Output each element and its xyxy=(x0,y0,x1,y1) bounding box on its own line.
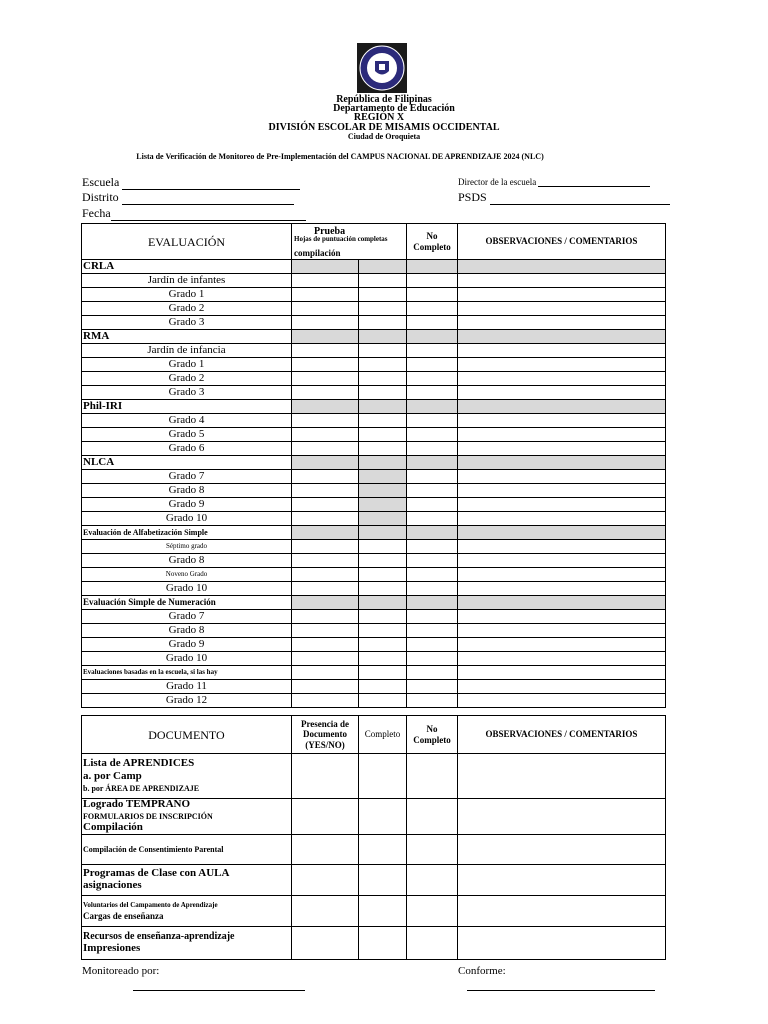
table-cell[interactable] xyxy=(407,834,458,864)
table-row xyxy=(82,624,666,638)
table-row xyxy=(82,680,666,694)
table-row xyxy=(82,344,666,358)
shaded-cell xyxy=(292,596,359,610)
table-cell[interactable] xyxy=(292,610,359,624)
doc-logrado-temprano xyxy=(82,799,292,835)
table-cell[interactable] xyxy=(292,638,359,652)
doc-programas-line2: asignaciones xyxy=(83,879,142,892)
table-cell[interactable] xyxy=(458,498,666,512)
table-cell[interactable] xyxy=(359,344,407,358)
table-cell[interactable] xyxy=(292,428,359,442)
table-row xyxy=(82,442,666,456)
table-cell[interactable] xyxy=(458,358,666,372)
header-country: República de Filipinas xyxy=(336,94,432,105)
table-cell[interactable] xyxy=(458,540,666,554)
shaded-cell xyxy=(407,260,458,274)
table-cell[interactable] xyxy=(407,442,458,456)
table-cell[interactable] xyxy=(407,799,458,835)
col-no-label: No xyxy=(426,723,438,734)
table-cell[interactable] xyxy=(407,414,458,428)
col-presencia-line1: Presencia de xyxy=(300,718,350,729)
table-cell[interactable] xyxy=(458,694,666,708)
table-cell[interactable] xyxy=(458,799,666,835)
assessment-table xyxy=(81,223,666,708)
table-cell[interactable] xyxy=(407,568,458,582)
table-row xyxy=(82,316,666,330)
table-cell[interactable] xyxy=(292,652,359,666)
row-label: Grado 4 xyxy=(82,414,292,428)
table-cell[interactable] xyxy=(292,864,359,895)
doc-logrado-line3: Compilación xyxy=(83,821,143,834)
table-row xyxy=(82,694,666,708)
table-row xyxy=(82,484,666,498)
table-cell[interactable] xyxy=(458,302,666,316)
section-escuela: Evaluaciones basadas en la escuela, si las hay xyxy=(82,666,292,680)
table-cell[interactable] xyxy=(407,610,458,624)
col-no-completo-doc xyxy=(407,716,458,754)
table-cell[interactable] xyxy=(407,484,458,498)
col-observaciones: OBSERVACIONES / COMENTARIOS xyxy=(458,224,666,260)
table-cell[interactable] xyxy=(359,610,407,624)
shaded-cell xyxy=(458,400,666,414)
table-cell[interactable] xyxy=(359,638,407,652)
table-cell[interactable] xyxy=(359,316,407,330)
table-cell[interactable] xyxy=(458,372,666,386)
table-cell[interactable] xyxy=(458,666,666,680)
table-cell[interactable] xyxy=(292,926,359,959)
shaded-cell xyxy=(458,596,666,610)
table-cell[interactable] xyxy=(458,582,666,596)
table-cell[interactable] xyxy=(292,582,359,596)
table-cell[interactable] xyxy=(458,512,666,526)
table-cell[interactable] xyxy=(292,498,359,512)
document-header-row xyxy=(82,716,666,754)
table-cell[interactable] xyxy=(292,470,359,484)
table-cell[interactable] xyxy=(292,624,359,638)
table-row xyxy=(82,386,666,400)
table-cell[interactable] xyxy=(407,895,458,926)
table-cell[interactable] xyxy=(359,582,407,596)
table-cell[interactable] xyxy=(292,316,359,330)
shaded-cell xyxy=(359,512,407,526)
shaded-cell xyxy=(359,484,407,498)
table-cell[interactable] xyxy=(458,344,666,358)
table-cell[interactable] xyxy=(407,624,458,638)
monitoreado-label: Monitoreado por: xyxy=(82,965,160,977)
row-label: Grado 9 xyxy=(82,638,292,652)
table-cell[interactable] xyxy=(407,864,458,895)
col-no-label: No xyxy=(426,230,438,241)
col-presencia-line3: (YES/NO) xyxy=(305,739,345,750)
doc-recursos-line1: Recursos de enseñanza-aprendizaje xyxy=(83,930,235,942)
shaded-cell xyxy=(359,400,407,414)
shaded-cell xyxy=(407,596,458,610)
table-cell[interactable] xyxy=(458,274,666,288)
table-row xyxy=(82,512,666,526)
row-label: Grado 10 xyxy=(82,652,292,666)
assessment-header-row xyxy=(82,224,666,260)
table-row xyxy=(82,799,666,835)
table-cell[interactable] xyxy=(407,754,458,799)
doc-logrado-line2: FORMULARIOS DE INSCRIPCIÓN xyxy=(83,811,213,821)
row-label: Séptimo grado xyxy=(82,540,292,554)
table-row xyxy=(82,288,666,302)
section-row-rma xyxy=(82,330,666,344)
col-prueba xyxy=(292,224,407,260)
table-row xyxy=(82,302,666,316)
shaded-cell xyxy=(292,456,359,470)
shaded-cell xyxy=(458,526,666,540)
table-cell[interactable] xyxy=(359,652,407,666)
table-cell[interactable] xyxy=(458,610,666,624)
table-cell[interactable] xyxy=(458,568,666,582)
document-table xyxy=(81,715,666,960)
table-cell[interactable] xyxy=(292,274,359,288)
table-cell[interactable] xyxy=(292,484,359,498)
shaded-cell xyxy=(407,330,458,344)
col-documento: DOCUMENTO xyxy=(82,716,292,754)
col-compilacion-label: compilación xyxy=(294,248,341,258)
shaded-cell xyxy=(359,526,407,540)
shaded-cell xyxy=(407,400,458,414)
row-label: Grado 7 xyxy=(82,470,292,484)
table-cell[interactable] xyxy=(292,302,359,316)
table-cell[interactable] xyxy=(458,624,666,638)
doc-lista-line2: a. por Camp xyxy=(83,769,142,782)
table-cell[interactable] xyxy=(407,540,458,554)
director-field[interactable] xyxy=(458,175,650,187)
table-row xyxy=(82,540,666,554)
table-cell[interactable] xyxy=(292,386,359,400)
distrito-field[interactable] xyxy=(82,190,294,205)
table-cell[interactable] xyxy=(359,624,407,638)
shaded-cell xyxy=(292,330,359,344)
table-cell[interactable] xyxy=(359,386,407,400)
col-presencia-line2: Documento xyxy=(303,729,347,740)
table-cell[interactable] xyxy=(407,372,458,386)
shaded-cell xyxy=(407,456,458,470)
table-cell[interactable] xyxy=(292,666,359,680)
table-cell[interactable] xyxy=(458,895,666,926)
section-row-phil-iri xyxy=(82,400,666,414)
doc-lista-line1: Lista de APRENDICES xyxy=(83,757,195,769)
row-label: Grado 10 xyxy=(82,582,292,596)
table-row xyxy=(82,554,666,568)
header-city: Ciudad de Oroquieta xyxy=(347,132,421,141)
table-row xyxy=(82,834,666,864)
section-nlca: NLCA xyxy=(82,456,292,470)
doc-programas-line1: Programas de Clase con AULA xyxy=(83,866,230,879)
shaded-cell xyxy=(407,526,458,540)
doc-recursos xyxy=(82,926,292,959)
table-cell[interactable] xyxy=(292,414,359,428)
table-cell[interactable] xyxy=(359,926,407,959)
table-cell[interactable] xyxy=(359,540,407,554)
doc-recursos-line2: Impresiones xyxy=(83,942,141,955)
doc-consentimiento: Compilación de Consentimiento Parental xyxy=(82,834,292,864)
doc-voluntarios-line2: Cargas de enseñanza xyxy=(83,911,164,922)
table-cell[interactable] xyxy=(359,442,407,456)
row-label: Grado 2 xyxy=(82,372,292,386)
row-label: Grado 8 xyxy=(82,554,292,568)
table-row xyxy=(82,895,666,926)
row-label: Grado 1 xyxy=(82,288,292,302)
table-cell[interactable] xyxy=(407,582,458,596)
table-cell[interactable] xyxy=(292,512,359,526)
col-completo-label: Completo xyxy=(413,241,451,252)
table-cell[interactable] xyxy=(458,414,666,428)
table-row xyxy=(82,428,666,442)
psds-field[interactable] xyxy=(458,190,670,205)
table-cell[interactable] xyxy=(407,926,458,959)
table-cell[interactable] xyxy=(359,372,407,386)
shaded-cell xyxy=(458,456,666,470)
col-observaciones-doc: OBSERVACIONES / COMENTARIOS xyxy=(458,716,666,754)
section-rma: RMA xyxy=(82,330,292,344)
table-cell[interactable] xyxy=(359,568,407,582)
row-label: Jardín de infantes xyxy=(82,274,292,288)
header-region: REGIÓN X xyxy=(353,112,405,123)
table-cell[interactable] xyxy=(292,799,359,835)
table-cell[interactable] xyxy=(458,554,666,568)
table-cell[interactable] xyxy=(458,864,666,895)
table-row xyxy=(82,610,666,624)
section-alfabetizacion: Evaluación de Alfabetización Simple xyxy=(82,526,292,540)
row-label: Grado 2 xyxy=(82,302,292,316)
col-evaluacion: EVALUACIÓN xyxy=(82,224,292,260)
table-cell[interactable] xyxy=(359,288,407,302)
table-cell[interactable] xyxy=(458,470,666,484)
row-label: Grado 9 xyxy=(82,498,292,512)
table-cell[interactable] xyxy=(407,344,458,358)
table-row xyxy=(82,470,666,484)
shaded-cell xyxy=(292,260,359,274)
table-cell[interactable] xyxy=(359,302,407,316)
row-label: Grado 5 xyxy=(82,428,292,442)
col-completo: Completo xyxy=(359,716,407,754)
col-hojas-label: Hojas de puntuación completas xyxy=(294,235,388,243)
table-row xyxy=(82,754,666,799)
section-crla: CRLA xyxy=(82,260,292,274)
table-cell[interactable] xyxy=(407,358,458,372)
table-cell[interactable] xyxy=(458,652,666,666)
doc-programas-clase xyxy=(82,864,292,895)
table-cell[interactable] xyxy=(292,754,359,799)
row-label: Jardín de infancia xyxy=(82,344,292,358)
table-cell[interactable] xyxy=(359,834,407,864)
shaded-cell xyxy=(359,596,407,610)
table-cell[interactable] xyxy=(407,274,458,288)
table-cell[interactable] xyxy=(359,694,407,708)
table-cell[interactable] xyxy=(407,680,458,694)
table-cell[interactable] xyxy=(407,498,458,512)
fecha-label: Fecha xyxy=(82,206,111,220)
table-cell[interactable] xyxy=(407,512,458,526)
row-label: Grado 3 xyxy=(82,316,292,330)
table-cell[interactable] xyxy=(458,386,666,400)
table-row xyxy=(82,414,666,428)
section-row-numeracion xyxy=(82,596,666,610)
table-cell[interactable] xyxy=(359,754,407,799)
table-cell[interactable] xyxy=(359,274,407,288)
table-cell[interactable] xyxy=(292,344,359,358)
table-cell[interactable] xyxy=(292,372,359,386)
header-department: Departamento de Educación xyxy=(333,103,455,114)
row-label: Grado 12 xyxy=(82,694,292,708)
table-row xyxy=(82,498,666,512)
table-cell[interactable] xyxy=(407,694,458,708)
table-cell[interactable] xyxy=(292,358,359,372)
section-row-alfabetizacion xyxy=(82,526,666,540)
table-cell[interactable] xyxy=(458,442,666,456)
section-numeracion: Evaluación Simple de Numeración xyxy=(82,596,292,610)
table-row xyxy=(82,568,666,582)
shaded-cell xyxy=(292,400,359,414)
table-cell[interactable] xyxy=(458,316,666,330)
table-cell[interactable] xyxy=(407,470,458,484)
table-cell[interactable] xyxy=(407,288,458,302)
page-title: Lista de Verificación de Monitoreo de Pre-Implementación del CAMPUS NACIONAL DE APRENDIZAJE 2024 (NLC) xyxy=(136,152,544,161)
table-cell[interactable] xyxy=(458,638,666,652)
fecha-field[interactable] xyxy=(82,206,306,221)
table-cell[interactable] xyxy=(359,799,407,835)
doc-logrado-line1: Logrado TEMPRANO xyxy=(83,798,191,810)
section-row-nlca xyxy=(82,456,666,470)
table-row xyxy=(82,638,666,652)
shaded-cell xyxy=(359,470,407,484)
table-row xyxy=(82,864,666,895)
doc-lista-aprendices xyxy=(82,754,292,799)
table-cell[interactable] xyxy=(359,414,407,428)
table-row xyxy=(82,582,666,596)
doc-lista-line3: b. por ÁREA DE APRENDIZAJE xyxy=(83,784,200,794)
table-cell[interactable] xyxy=(458,428,666,442)
section-row-escuela xyxy=(82,666,666,680)
table-cell[interactable] xyxy=(292,568,359,582)
table-cell[interactable] xyxy=(292,680,359,694)
table-cell[interactable] xyxy=(292,442,359,456)
row-label: Grado 7 xyxy=(82,610,292,624)
table-cell[interactable] xyxy=(407,666,458,680)
psds-label: PSDS xyxy=(458,190,487,204)
table-cell[interactable] xyxy=(359,358,407,372)
table-cell[interactable] xyxy=(292,694,359,708)
shaded-cell xyxy=(292,526,359,540)
shaded-cell xyxy=(359,498,407,512)
table-cell[interactable] xyxy=(407,302,458,316)
table-cell[interactable] xyxy=(407,316,458,330)
table-cell[interactable] xyxy=(458,834,666,864)
table-cell[interactable] xyxy=(292,895,359,926)
table-cell[interactable] xyxy=(407,554,458,568)
shaded-cell xyxy=(359,260,407,274)
director-label: Director de la escuela xyxy=(458,177,537,187)
header-division: DIVISIÓN ESCOLAR DE MISAMIS OCCIDENTAL xyxy=(268,122,500,133)
shaded-cell xyxy=(359,456,407,470)
table-cell[interactable] xyxy=(292,540,359,554)
table-cell[interactable] xyxy=(292,554,359,568)
shaded-cell xyxy=(359,330,407,344)
col-completo-label: Completo xyxy=(413,734,451,745)
row-label: Grado 11 xyxy=(82,680,292,694)
table-row xyxy=(82,926,666,959)
table-cell[interactable] xyxy=(407,638,458,652)
table-cell[interactable] xyxy=(359,895,407,926)
escuela-field[interactable] xyxy=(82,175,300,190)
table-cell[interactable] xyxy=(458,680,666,694)
section-phil-iri: Phil-IRI xyxy=(82,400,292,414)
shaded-cell xyxy=(458,260,666,274)
table-cell[interactable] xyxy=(292,834,359,864)
table-cell[interactable] xyxy=(359,428,407,442)
escuela-label: Escuela xyxy=(82,175,120,189)
col-no-completo xyxy=(407,224,458,260)
row-label: Noveno Grado xyxy=(82,568,292,582)
row-label: Grado 8 xyxy=(82,484,292,498)
table-cell[interactable] xyxy=(458,926,666,959)
row-label: Grado 1 xyxy=(82,358,292,372)
table-cell[interactable] xyxy=(359,554,407,568)
table-cell[interactable] xyxy=(458,484,666,498)
col-presencia xyxy=(292,716,359,754)
table-cell[interactable] xyxy=(359,666,407,680)
table-cell[interactable] xyxy=(292,288,359,302)
deped-seal-logo xyxy=(357,43,407,93)
section-row-crla xyxy=(82,260,666,274)
col-prueba-label: Prueba xyxy=(314,226,346,237)
distrito-label: Distrito xyxy=(82,190,119,204)
table-row xyxy=(82,652,666,666)
table-cell[interactable] xyxy=(407,652,458,666)
shaded-cell xyxy=(458,330,666,344)
table-cell[interactable] xyxy=(359,864,407,895)
table-cell[interactable] xyxy=(458,754,666,799)
monitoreado-signature-line[interactable] xyxy=(133,990,305,991)
table-cell[interactable] xyxy=(407,428,458,442)
table-row xyxy=(82,274,666,288)
table-cell[interactable] xyxy=(359,680,407,694)
table-row xyxy=(82,358,666,372)
conforme-label: Conforme: xyxy=(458,965,506,977)
table-cell[interactable] xyxy=(407,386,458,400)
doc-voluntarios xyxy=(82,895,292,926)
conforme-signature-line[interactable] xyxy=(467,990,655,991)
doc-voluntarios-line1: Voluntarios del Campamento de Aprendizaje xyxy=(83,900,218,909)
table-cell[interactable] xyxy=(458,288,666,302)
row-label: Grado 10 xyxy=(82,512,292,526)
row-label: Grado 8 xyxy=(82,624,292,638)
row-label: Grado 6 xyxy=(82,442,292,456)
table-row xyxy=(82,372,666,386)
row-label: Grado 3 xyxy=(82,386,292,400)
